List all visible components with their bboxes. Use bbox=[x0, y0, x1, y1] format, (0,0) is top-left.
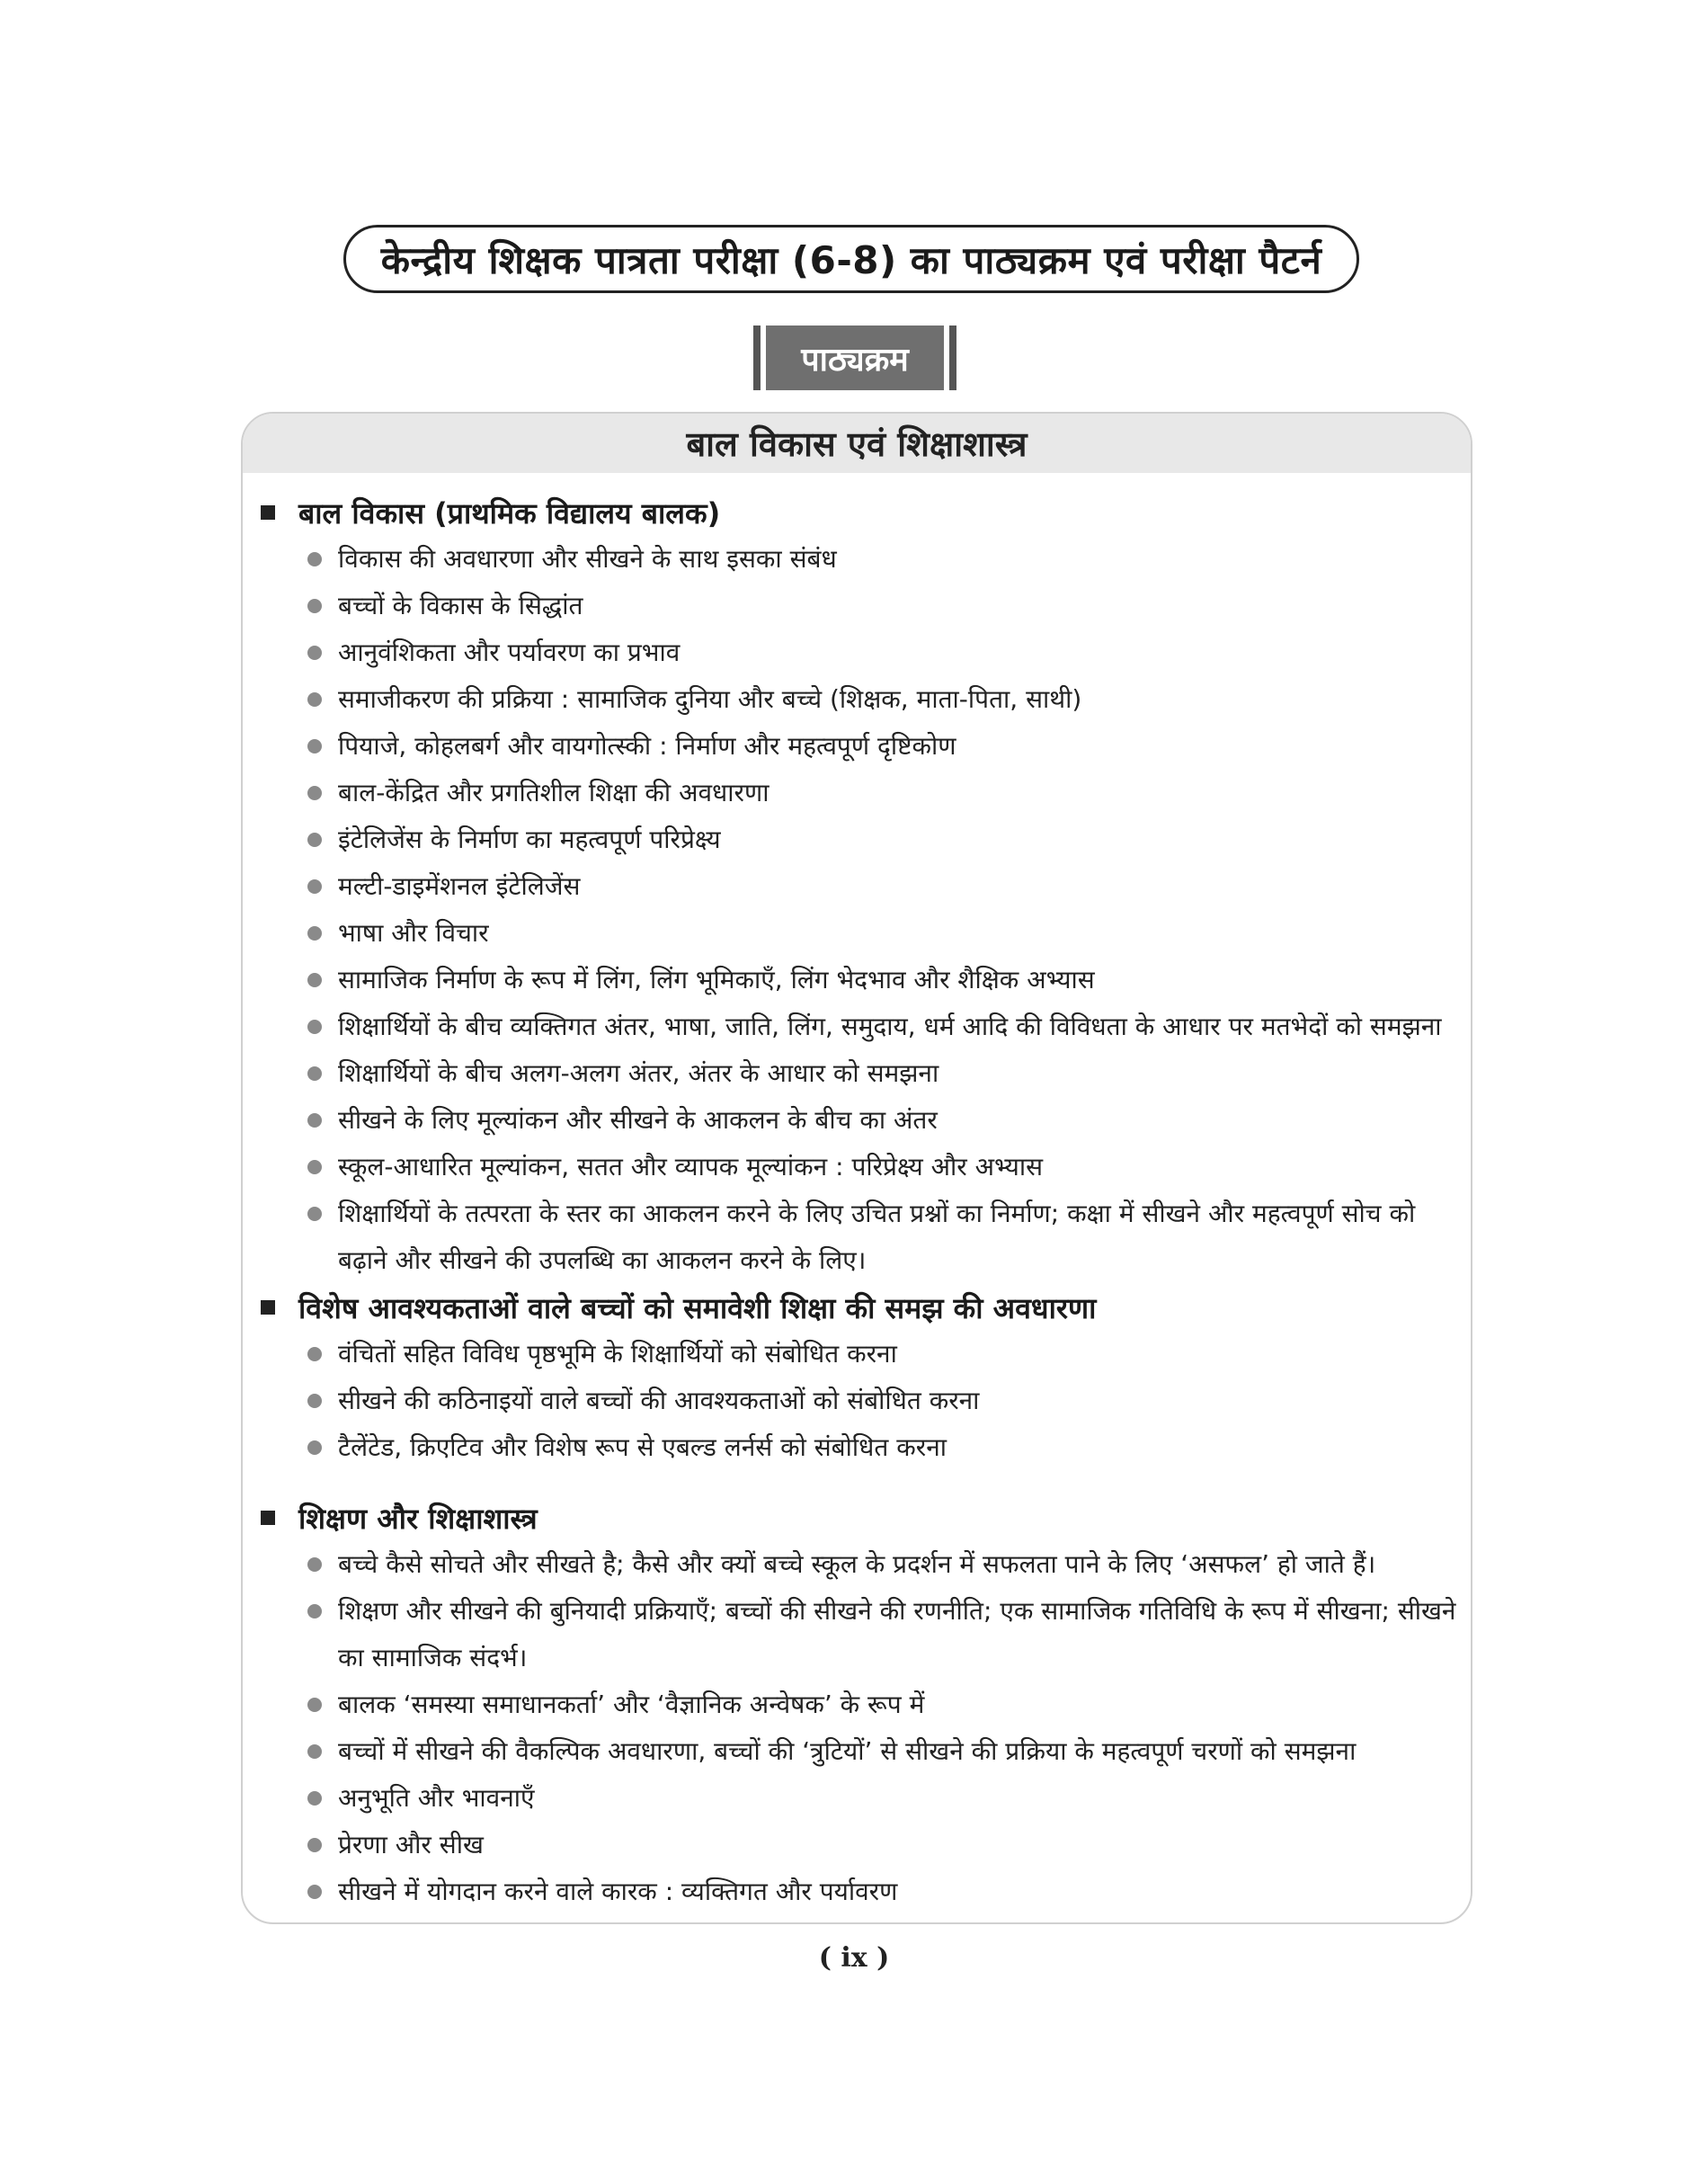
bullet-dot-icon bbox=[307, 926, 322, 941]
list-item-text: पियाजे, कोहलबर्ग और वायगोत्स्की : निर्माण और महत्वपूर्ण दृष्टिकोण bbox=[338, 731, 956, 761]
bullet-dot-icon bbox=[307, 833, 322, 847]
section-items bbox=[252, 536, 1462, 1284]
list-item-text: सामाजिक निर्माण के रूप में लिंग, लिंग भूमिकाएँ, लिंग भेदभाव और शैक्षिक अभ्यास bbox=[338, 965, 1095, 994]
bullet-dot-icon bbox=[307, 739, 322, 754]
section-heading-text: शिक्षण और शिक्षाशास्त्र bbox=[298, 1501, 538, 1536]
subheading: पाठ्यक्रम bbox=[766, 325, 944, 390]
list-item bbox=[252, 957, 1462, 1003]
bullet-dot-icon bbox=[307, 1557, 322, 1572]
list-item-text: आनुवंशिकता और पर्यावरण का प्रभाव bbox=[338, 638, 681, 667]
list-item-text: बच्चे कैसे सोचते और सीखते है; कैसे और क्यों बच्चे स्कूल के प्रदर्शन में सफलता पाने के लिए ‘असफल’ हो जाते हैं। bbox=[338, 1549, 1376, 1579]
bullet-dot-icon bbox=[307, 599, 322, 613]
list-item bbox=[252, 1003, 1462, 1050]
list-item bbox=[252, 1424, 1462, 1471]
bullet-dot-icon bbox=[307, 1160, 322, 1174]
section-child-development bbox=[252, 489, 1462, 1284]
bullet-dot-icon bbox=[307, 1113, 322, 1128]
bullet-dot-icon bbox=[307, 1885, 322, 1899]
bullet-dot-icon bbox=[307, 1020, 322, 1034]
subheading-box bbox=[753, 325, 956, 390]
bullet-dot-icon bbox=[307, 973, 322, 987]
list-item-text: शिक्षार्थियों के बीच अलग-अलग अंतर, अंतर के आधार को समझना bbox=[338, 1058, 939, 1088]
list-item bbox=[252, 1868, 1462, 1915]
bullet-dot-icon bbox=[307, 1838, 322, 1852]
list-item-text: सीखने की कठिनाइयों वाले बच्चों की आवश्यकताओं को संबोधित करना bbox=[338, 1386, 980, 1415]
list-item bbox=[252, 629, 1462, 676]
bullet-dot-icon bbox=[307, 552, 322, 566]
list-item bbox=[252, 863, 1462, 910]
list-item bbox=[252, 536, 1462, 583]
list-item-text: इंटेलिजेंस के निर्माण का महत्वपूर्ण परिप्रेक्ष्य bbox=[338, 825, 721, 854]
list-item-text: विकास की अवधारणा और सीखने के साथ इसका संबंध bbox=[338, 544, 837, 574]
section-items bbox=[252, 1331, 1462, 1471]
list-item bbox=[252, 1050, 1462, 1097]
list-item-text: बाल-केंद्रित और प्रगतिशील शिक्षा की अवधारणा bbox=[338, 778, 769, 807]
list-item bbox=[252, 1097, 1462, 1144]
list-item bbox=[252, 1331, 1462, 1378]
list-item bbox=[252, 723, 1462, 770]
bullet-dot-icon bbox=[307, 1791, 322, 1806]
list-item-text: शिक्षण और सीखने की बुनियादी प्रक्रियाएँ; बच्चों की सीखने की रणनीति; एक सामाजिक गतिविधि के रूप में सीखना; सीखने का सामाजिक संदर्भ। bbox=[338, 1596, 1456, 1672]
list-item bbox=[252, 1190, 1462, 1284]
list-item-text: मल्टी-डाइमेंशनल इंटेलिजेंस bbox=[338, 871, 581, 901]
list-item-text: सीखने के लिए मूल्यांकन और सीखने के आकलन के बीच का अंतर bbox=[338, 1105, 938, 1135]
list-item-text: शिक्षार्थियों के तत्परता के स्तर का आकलन करने के लिए उचित प्रश्नों का निर्माण; कक्षा में सीखने और महत्वपूर्ण सोच को बढ़ाने और सीखने की उपलब्धि का आकलन करने के लिए। bbox=[338, 1199, 1416, 1275]
list-item-text: सीखने में योगदान करने वाले कारक : व्यक्तिगत और पर्यावरण bbox=[338, 1877, 898, 1906]
panel-title: बाल विकास एवं शिक्षाशास्त्र bbox=[243, 414, 1471, 473]
list-item-text: टैलेंटेड, क्रिएटिव और विशेष रूप से एबल्ड लर्नर्स को संबोधित करना bbox=[338, 1432, 947, 1462]
bullet-dot-icon bbox=[307, 1347, 322, 1361]
list-item-text: भाषा और विचार bbox=[338, 918, 489, 948]
bullet-dot-icon bbox=[307, 692, 322, 707]
list-item-text: अनुभूति और भावनाएँ bbox=[338, 1783, 535, 1813]
section-inclusive-education bbox=[252, 1284, 1462, 1471]
bullet-dot-icon bbox=[307, 1698, 322, 1712]
list-item bbox=[252, 1822, 1462, 1868]
list-item bbox=[252, 1775, 1462, 1822]
square-bullet-icon bbox=[261, 505, 275, 520]
list-item bbox=[252, 676, 1462, 723]
bullet-dot-icon bbox=[307, 879, 322, 894]
subheading-right-bar bbox=[949, 325, 956, 390]
square-bullet-icon bbox=[261, 1300, 275, 1315]
list-item bbox=[252, 1728, 1462, 1775]
section-heading bbox=[252, 1284, 1462, 1331]
list-item-text: समाजीकरण की प्रक्रिया : सामाजिक दुनिया और बच्चे (शिक्षक, माता-पिता, साथी) bbox=[338, 684, 1082, 714]
list-item bbox=[252, 816, 1462, 863]
list-item bbox=[252, 583, 1462, 629]
list-item-text: बच्चों के विकास के सिद्धांत bbox=[338, 591, 583, 620]
section-heading bbox=[252, 489, 1462, 536]
bullet-dot-icon bbox=[307, 786, 322, 800]
list-item-text: बालक ‘समस्या समाधानकर्ता’ और ‘वैज्ञानिक अन्वेषक’ के रूप में bbox=[338, 1690, 925, 1719]
bullet-dot-icon bbox=[307, 1394, 322, 1408]
bullet-dot-icon bbox=[307, 646, 322, 660]
section-items bbox=[252, 1541, 1462, 1915]
section-heading-text: विशेष आवश्यकताओं वाले बच्चों को समावेशी शिक्षा की समझ की अवधारणा bbox=[298, 1290, 1097, 1325]
list-item bbox=[252, 1588, 1462, 1681]
section-heading-text: बाल विकास (प्राथमिक विद्यालय बालक) bbox=[298, 495, 721, 531]
syllabus-panel bbox=[241, 412, 1472, 1924]
list-item-text: स्कूल-आधारित मूल्यांकन, सतत और व्यापक मूल्यांकन : परिप्रेक्ष्य और अभ्यास bbox=[338, 1152, 1044, 1182]
bullet-dot-icon bbox=[307, 1604, 322, 1618]
page-title: केन्द्रीय शिक्षक पात्रता परीक्षा (6-8) का पाठ्यक्रम एवं परीक्षा पैटर्न bbox=[343, 225, 1359, 293]
list-item-text: वंचितों सहित विविध पृष्ठभूमि के शिक्षार्थियों को संबोधित करना bbox=[338, 1339, 897, 1369]
bullet-dot-icon bbox=[307, 1207, 322, 1221]
square-bullet-icon bbox=[261, 1511, 275, 1525]
bullet-dot-icon bbox=[307, 1066, 322, 1081]
list-item-text: प्रेरणा और सीख bbox=[338, 1830, 484, 1859]
bullet-dot-icon bbox=[307, 1440, 322, 1455]
section-teaching-pedagogy bbox=[252, 1494, 1462, 1915]
bullet-dot-icon bbox=[307, 1744, 322, 1759]
list-item bbox=[252, 910, 1462, 957]
list-item bbox=[252, 1541, 1462, 1588]
list-item bbox=[252, 1681, 1462, 1728]
list-item-text: शिक्षार्थियों के बीच व्यक्तिगत अंतर, भाषा, जाति, लिंग, समुदाय, धर्म आदि की विविधता के आधार पर मतभेदों को समझना bbox=[338, 1012, 1442, 1041]
section-heading bbox=[252, 1494, 1462, 1541]
list-item bbox=[252, 1378, 1462, 1424]
page-number: ( ix ) bbox=[818, 1942, 890, 1974]
subheading-left-bar bbox=[753, 325, 761, 390]
list-item bbox=[252, 1144, 1462, 1190]
list-item bbox=[252, 770, 1462, 816]
list-item-text: बच्चों में सीखने की वैकल्पिक अवधारणा, बच्चों की ‘त्रुटियों’ से सीखने की प्रक्रिया के महत्वपूर्ण चरणों को समझना bbox=[338, 1736, 1357, 1766]
